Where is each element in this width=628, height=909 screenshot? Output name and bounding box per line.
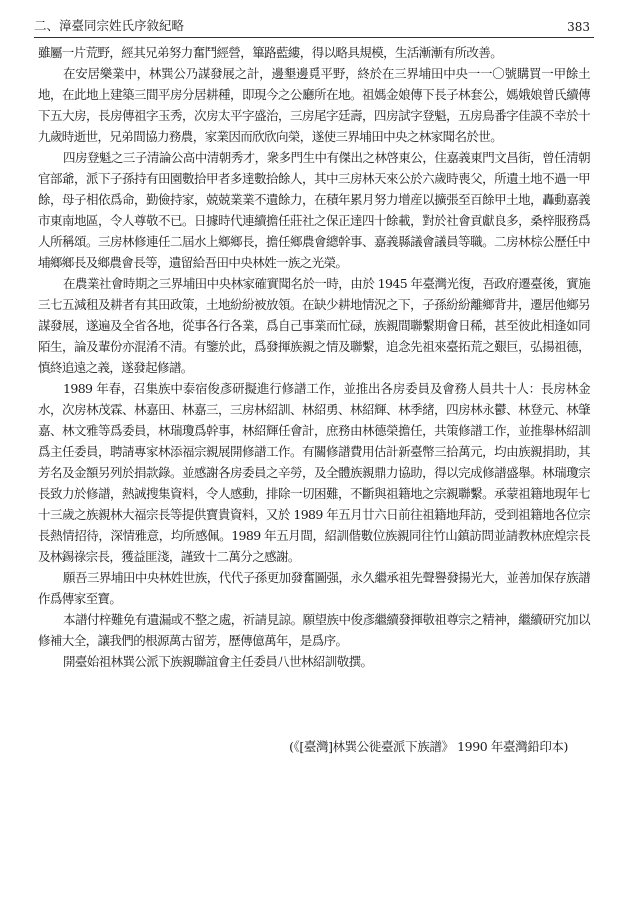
paragraph: 本譜付梓難免有遺漏或不整之處，祈請見諒。願望族中俊彥繼續發揮敬祖尊宗之精神，繼續研究加以修補大全，讓我們的根源萬古留芳，歷傳億萬年，是爲序。 xyxy=(38,612,590,648)
paragraph: 開臺始祖林巽公派下族親聯誼會主任委員八世林紹訓敬撰。 xyxy=(63,654,373,669)
paragraph: 雖屬一片荒野，經其兄弟努力奮鬥經營，篳路藍縷，得以略具規模，生活漸漸有所改善。 xyxy=(38,45,503,60)
running-header xyxy=(34,14,594,38)
paragraph: 四房登魁之三子清論公高中清朝秀才，衆多門生中有傑出之林啓東公，住嘉義東門文昌街，曾任清朝官部爺，派下子孫持有田園數拾甲者多達數拾餘人，其中三房林天來公於六歲時喪父，所遺土地不過一甲餘，母子相依爲命，勤儉持家，兢兢業業不遺餘力，在積年累月努力增産以擴張至百餘甲土地，轟動嘉義市東南地區，令人尊敬不已。日據時代連續擔任莊社之保正達四十餘載，對於社會貢獻良多，桑梓服務爲人所稱頌。三房林修連任二屆水上鄉鄉長，擔任鄉農會總幹事、嘉義縣議會議員等職。二房林棕公歷任中埔鄉鄉長及鄉農會長等，遺留給吾田中央林姓一族之光榮。 xyxy=(38,150,590,270)
paragraph: 在農業社會時期之三界埔田中央林家確實聞名於一時，由於 1945 年臺灣光復，吾政府遷臺後，實施三七五減租及耕者有其田政策，土地紛紛被放領。在缺少耕地情況之下，子孫紛紛離鄉背井，遷居他鄉另謀發展，遂遍及全省各地，從事各行各業，爲自己事業而忙碌，族親間聯繫期會日稀，甚至彼此相逢如同陌生，論及輩份亦混淆不清。有鑒於此，爲發揮族親之情及聯繫，追念先祖來臺拓荒之艱巨，弘揚祖德，慎終追遠之義，遂發起修譜。 xyxy=(38,276,590,375)
source-citation: (《[臺灣]林巽公徙臺派下族譜》 1990 年臺灣鉛印本) xyxy=(289,739,568,754)
paragraph: 在安居樂業中，林巽公乃謀發展之計，邊墾邊覓平野，終於在三界埔田中央一一〇號購買一甲餘土地，在此地上建築三間平房分居耕種，即現今之公廳所在地。祖媽金娘傳下長子林套公，媽娥娘曾氏續傳下五大房，長房傳祖字玉秀，次房太平字盛治，三房尾字廷壽，四房試字登魁，五房鳥番字佳謨不幸於十九歲時逝世，兄弟間協力務農，家業因而欣欣向榮，遂使三界埔田中央之林家聞名於世。 xyxy=(38,66,590,144)
page-number: 383 xyxy=(567,20,590,34)
paragraph: 願吾三界埔田中央林姓世族，代代子孫更加發奮圖强，永久繼承祖先聲譽發揚光大，並善加保存族譜作爲傳家至寶。 xyxy=(38,570,590,606)
body-text xyxy=(38,42,590,672)
paragraph: 1989 年春，召集族中泰宿俊彥研擬進行修譜工作，並推出各房委員及會務人員共十人：長房林金水，次房林茂霖、林嘉田、林嘉三，三房林紹訓、林紹勇、林紹輝、林季緒，四房林永鬱、林登元、林肇嘉、林文雅等爲委員，林瑞瓊爲幹事，林紹輝任會計，庶務由林德榮擔任，共策修譜工作，並推舉林紹訓爲主任委員，聘請專家林添福宗親展開修譜工作。有關修譜費用估計新臺幣三拾萬元，均由族親捐助，其芳名及金額另列於捐款錄。並感謝各房委員之辛勞，及全體族親鼎力協助，得以完成修譜盛舉。林瑞瓊宗長致力於修譜，熱誠搜集資料，令人感動，排除一切困難，不斷與祖籍地之宗親聯繫。承蒙祖籍地現年七十三歲之族親林大福宗長等提供寶貴資料，又於 1989 年五月廿六日前往祖籍地拜訪，受到祖籍地各位宗長熱情招待，深情雅意，均所感佩。1989 年五月間，紹訓偕數位族親同往竹山鎮訪問並請教林庶煌宗長及林錫祿宗長，獲益匪淺，謹致十二萬分之感謝。 xyxy=(38,381,590,564)
section-title: 二、漳臺同宗姓氏序敘紀略 xyxy=(34,18,185,33)
